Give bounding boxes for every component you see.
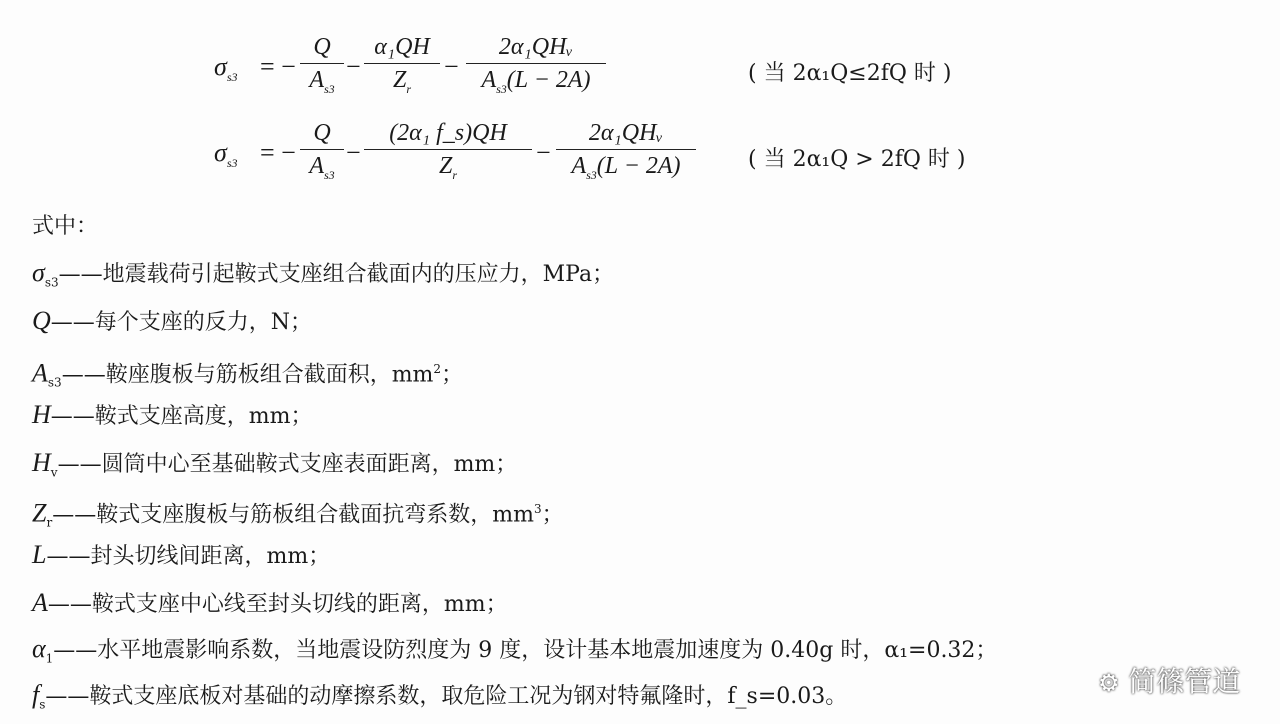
- eq2-equals: = −: [260, 138, 296, 167]
- eq2-minus-2: −: [536, 138, 551, 167]
- definition-a-s3: $A_{s3}——$鞍座腹板与筋板组合截面积，$mm^2$；: [32, 358, 464, 390]
- eq1-lhs: $\sigma_{s3}$: [214, 52, 238, 85]
- watermark: ⚙ 简篠管道: [1098, 665, 1241, 698]
- eq2-lhs: $\sigma_{s3}$: [214, 138, 238, 171]
- eq2-fraction-3: 2α₁QHᵥ $A_{s3}(L - 2A)$: [556, 118, 696, 190]
- eq2-minus-1: −: [346, 138, 361, 167]
- definition-l: L——封头切线间距离，mm；: [32, 540, 331, 569]
- eq1-fraction-3: 2α₁QHᵥ $A_{s3}(L - 2A)$: [466, 32, 606, 104]
- eq2-condition: ( 当 2α₁Q > 2fQ 时 ): [748, 147, 966, 172]
- watermark-icon: ⚙: [1098, 669, 1120, 697]
- definition-q: Q——每个支座的反力，N；: [32, 306, 313, 335]
- eq1-minus-1: −: [346, 52, 361, 81]
- eq2-fraction-2: (2α₁ f_s)QH $Z_r$: [364, 118, 532, 190]
- definition-alpha-1: $\alpha_1——$水平地震影响系数，当地震设防烈度为 9 度，设计基本地震加速度为 0.40g 时，α₁=0.32；: [32, 634, 998, 666]
- definition-z-r: $Z_r——$鞍式支座腹板与筋板组合截面抗弯系数，$mm^3$；: [32, 498, 564, 530]
- definitions-heading: 式中：: [32, 214, 99, 239]
- definition-a: A——鞍式支座中心线至封头切线的距离，mm；: [32, 588, 508, 617]
- eq1-condition: ( 当 2α₁Q≤2fQ 时 ): [748, 61, 952, 86]
- eq1-fraction-2: α₁QH $Z_r$: [364, 32, 440, 104]
- definition-h-v: $H_v——$圆筒中心至基础鞍式支座表面距离，mm；: [32, 448, 518, 480]
- definition-h: H——鞍式支座高度，mm；: [32, 400, 313, 429]
- definition-sigma-s3: $\sigma_{s3}——$地震载荷引起鞍式支座组合截面内的压应力，MPa；: [32, 258, 615, 290]
- definition-f-s: $f_s——$鞍式支座底板对基础的动摩擦系数，取危险工况为钢对特氟隆时，f_s=0.03。: [32, 680, 848, 712]
- eq1-fraction-1: Q $A_{s3}$: [300, 32, 344, 104]
- eq1-minus-2: −: [444, 52, 459, 81]
- eq2-fraction-1: Q $A_{s3}$: [300, 118, 344, 190]
- eq1-equals: = −: [260, 52, 296, 81]
